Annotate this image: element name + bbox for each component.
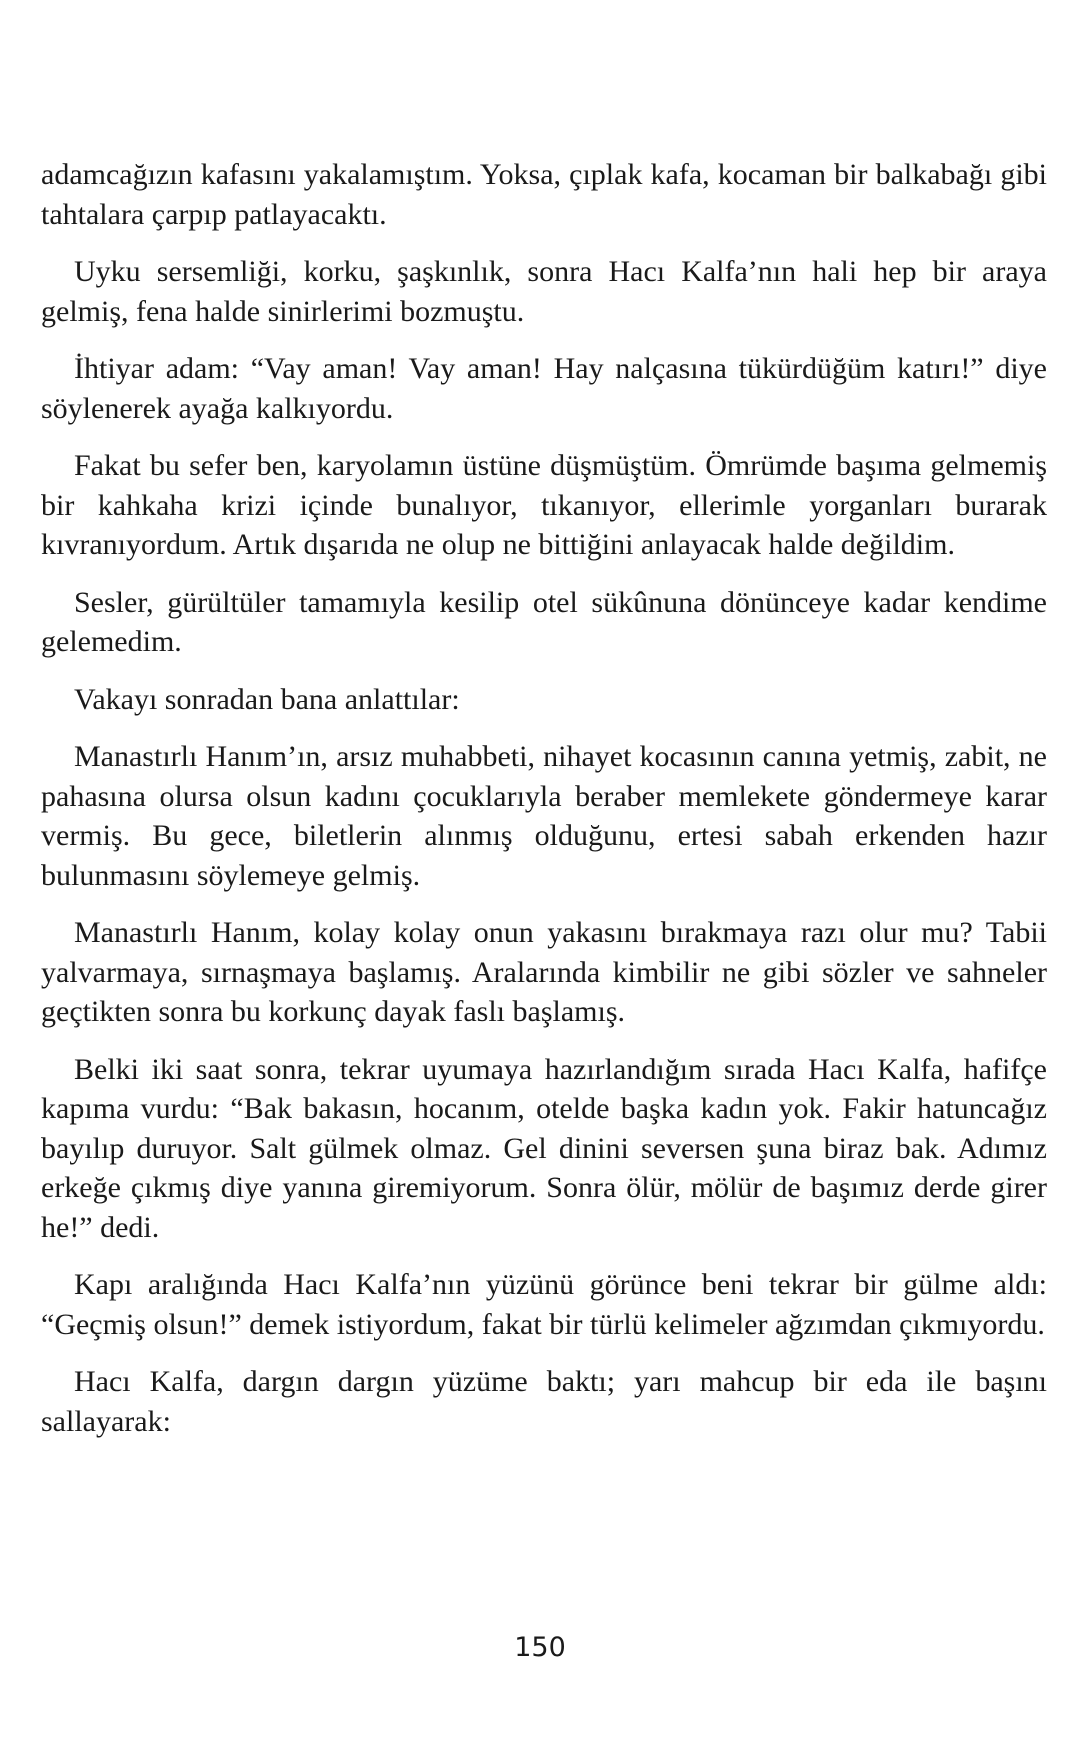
- paragraph: Kapı aralığında Hacı Kalfa’nın yüzünü görünce beni tekrar bir gülme aldı: “Geçmiş olsun!” demek istiyordum, fakat bir türlü kelimeler ağzımdan çıkmıyordu.: [41, 1268, 1047, 1341]
- paragraph: Sesler, gürültüler tamamıyla kesilip otel sükûnuna dönünceye kadar kendime gelemedim.: [41, 585, 1047, 658]
- paragraph: Fakat bu sefer ben, karyolamın üstüne düşmüştüm. Ömrümde başıma gelmemiş bir kahkaha krizi içinde bunalıyor, tıkanıyor, ellerimle yorganları burarak kıvranıyordum. Artık dışarıda ne olup ne bittiğini anlayacak halde değildim.: [41, 449, 1047, 561]
- paragraph: Manastırlı Hanım’ın, arsız muhabbeti, nihayet kocasının canına yetmiş, zabit, ne pahasına olursa olsun kadını çocuklarıyla beraber memlekete göndermeye karar vermiş. Bu gece, biletlerin alınmış olduğunu, ertesi sabah erkenden hazır bulunmasını söylemeye gelmiş.: [41, 740, 1047, 892]
- paragraph: Hacı Kalfa, dargın dargın yüzüme baktı; yarı mahcup bir eda ile başını sallayarak:: [41, 1365, 1047, 1438]
- paragraph: adamcağızın kafasını yakalamıştım. Yoksa, çıplak kafa, kocaman bir balkabağı gibi tahtalara çarpıp patlayacaktı.: [41, 158, 1047, 231]
- paragraph: Uyku sersemliği, korku, şaşkınlık, sonra Hacı Kalfa’nın hali hep bir araya gelmiş, fena halde sinirlerimi bozmuştu.: [41, 255, 1047, 328]
- paragraph: Belki iki saat sonra, tekrar uyumaya hazırlandığım sırada Hacı Kalfa, hafifçe kapıma vurdu: “Bak bakasın, hocanım, otelde başka kadın yok. Fakir hatuncağız bayılıp duruyor. Salt gülmek olmaz. Gel dinini seversen şuna biraz bak. Adımız erkeğe çıkmış diye yanına giremiyorum. Sonra ölür, mölür de başımız derde girer he!” dedi.: [41, 1052, 1047, 1244]
- page-body: [41, 155, 1047, 1459]
- paragraph: Vakayı sonradan bana anlattılar:: [74, 682, 460, 716]
- paragraph: İhtiyar adam: “Vay aman! Vay aman! Hay nalçasına tükürdüğüm katırı!” diye söylenerek ayağa kalkıyordu.: [41, 352, 1047, 425]
- paragraph: Manastırlı Hanım, kolay kolay onun yakasını bırakmaya razı olur mu? Tabii yalvarmaya, sırnaşmaya başlamış. Aralarında kimbilir ne gibi sözler ve sahneler geçtikten sonra bu korkunç dayak faslı başlamış.: [41, 916, 1047, 1028]
- page-number: 150: [514, 1632, 566, 1663]
